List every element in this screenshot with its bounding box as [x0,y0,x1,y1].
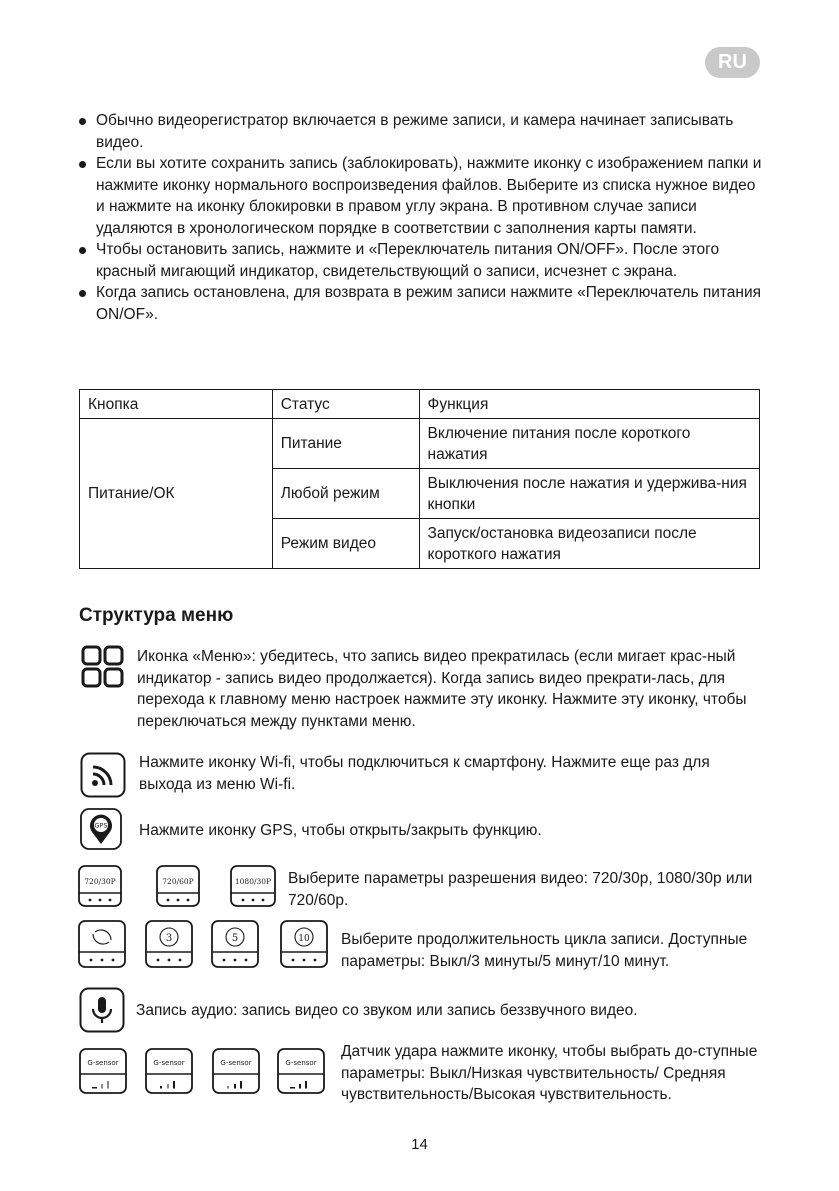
menu-icon [81,645,125,689]
loop-label: 10 [298,934,310,944]
cell-function: Выключения после нажатия и удержива-ния кнопки [419,469,759,519]
list-item: Чтобы остановить запись, нажмите и «Переключатель питания ON/OFF». После этого красный мигающий индикатор, свидетельствующий о записи, исчезнет с экрана. [78,239,768,282]
section-title: Структура меню [79,605,234,626]
resolution-720-60-icon [156,865,200,907]
cell-button: Питание/ОК [80,419,273,569]
gps-icon [80,808,122,850]
header-status: Статус [272,390,419,419]
loop-off-icon [78,920,126,968]
loop-description: Выберите продолжительность цикла записи. Доступные параметры: Выкл/3 минуты/5 минут/10 минут. [341,931,748,970]
gsensor-off-icon [79,1048,127,1094]
resolution-720-30-icon [78,865,122,907]
gps-icon-label: GPS [94,821,108,830]
gsensor-label: G-sensor [87,1059,119,1067]
cell-status: Питание [272,419,419,469]
microphone-icon [79,987,125,1033]
resolution-description: Выберите параметры разрешения видео: 720/30p, 1080/30p или 720/60p. [288,870,753,909]
gsensor-label: G-sensor [220,1059,252,1067]
list-item: Когда запись остановлена, для возврата в режим записи нажмите «Переключатель питания ON/OF». [78,282,768,325]
wifi-description: Нажмите иконку Wi-fi, чтобы подключиться к смартфону. Нажмите еще раз для выхода из меню Wi-fi. [139,754,710,793]
cell-status: Режим видео [272,519,419,569]
loop-3-icon [145,920,193,968]
table-row [80,419,760,469]
gsensor-label: G-sensor [285,1059,317,1067]
audio-description: Запись аудио: запись видео со звуком или запись беззвучного видео. [136,1002,638,1019]
menu-icon-description: Иконка «Меню»: убедитесь, что запись видео прекратилась (если мигает крас-ный индикатор - запись видео продолжается). Когда запись видео прекрати-лась, для перехода к главному меню настроек нажмите эту иконку. Нажмите эту иконку, чтобы переключаться между пунктами меню. [137,648,747,730]
loop-label: 3 [165,933,173,944]
header-function: Функция [419,390,759,419]
loop-5-icon [211,920,259,968]
instructions-list [78,110,768,325]
resolution-label: 720/60P [162,877,194,886]
cell-function: Запуск/остановка видеозаписи после короткого нажатия [419,519,759,569]
button-function-table [79,389,760,569]
cell-function: Включение питания после короткого нажатия [419,419,759,469]
language-badge: RU [705,47,760,78]
table-header-row [80,390,760,419]
resolution-1080-30-icon [230,865,276,907]
resolution-label: 1080/30P [234,877,272,886]
gps-description: Нажмите иконку GPS, чтобы открыть/закрыть функцию. [139,822,542,839]
cell-status: Любой режим [272,469,419,519]
loop-10-icon [280,920,328,968]
resolution-label: 720/30P [84,877,116,886]
gsensor-high-icon [277,1048,325,1094]
list-item: Если вы хотите сохранить запись (заблокировать), нажмите иконку с изображением папки и нажмите иконку нормального воспроизведения файлов. Выберите из списка нужное видео и нажмите на иконку блокировки в правом углу экрана. В противном случае записи удаляются в хронологическом порядке в соответствии с заполнения карты памяти. [78,153,768,239]
header-button: Кнопка [80,390,273,419]
list-item: Обычно видеорегистратор включается в режиме записи, и камера начинает записывать видео. [78,110,768,153]
gsensor-low-icon [145,1048,193,1094]
wifi-icon [80,752,126,798]
gsensor-medium-icon [212,1048,260,1094]
page-number: 14 [411,1136,428,1153]
gsensor-description: Датчик удара нажмите иконку, чтобы выбрать до-ступные параметры: Выкл/Низкая чувствительность/ Средняя чувствительность/Высокая чувствительность. [341,1043,758,1103]
gsensor-label: G-sensor [153,1059,185,1067]
loop-label: 5 [231,933,239,944]
